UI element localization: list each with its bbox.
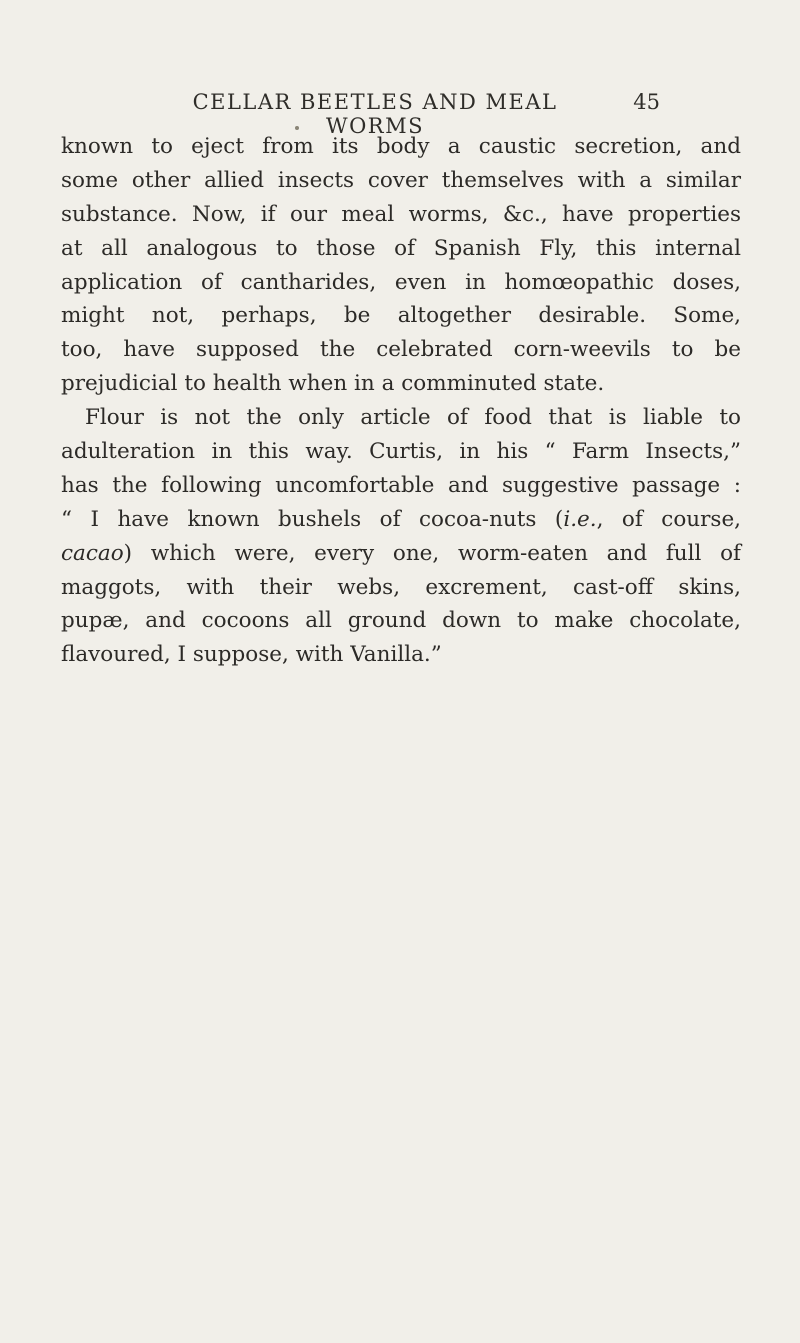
text-line: adulteration in this way. Curtis, in his “ Farm Insects,” <box>61 439 741 465</box>
text-line: prejudicial to health when in a comminuted state. <box>61 371 605 397</box>
text-line: maggots, with their webs, excrement, cast-off skins, <box>61 574 741 600</box>
text-fragment: ) which were, every one, worm-eaten and full of <box>123 540 741 566</box>
body-text <box>61 130 741 672</box>
text-fragment: “ I have known bushels of cocoa-nuts ( <box>61 506 564 532</box>
text-line: Flour is not the only article of food that is liable to <box>85 405 741 431</box>
italic-fragment: i.e. <box>563 506 597 532</box>
text-line: pupæ, and cocoons all ground down to make chocolate, <box>61 608 741 634</box>
running-head: CELLAR BEETLES AND MEAL WORMS <box>192 90 558 138</box>
text-line: has the following uncomfortable and suggestive passage : <box>61 472 741 498</box>
text-line: at all analogous to those of Spanish Fly, this internal <box>61 235 741 261</box>
text-line: substance. Now, if our meal worms, &c., have properties <box>61 201 741 227</box>
text-line: too, have supposed the celebrated corn-weevils to be <box>61 337 741 363</box>
text-line: might not, perhaps, be altogether desirable. Some, <box>61 303 741 329</box>
text-line <box>61 537 741 571</box>
text-line: some other allied insects cover themselves with a similar <box>61 167 741 193</box>
text-line: application of cantharides, even in homœopathic doses, <box>61 269 741 295</box>
text-line: known to eject from its body a caustic secretion, and <box>61 134 741 159</box>
text-line: flavoured, I suppose, with Vanilla.” <box>61 642 442 668</box>
text-fragment: , of course, <box>596 506 741 532</box>
text-line <box>61 503 741 537</box>
italic-fragment: cacao <box>61 540 124 566</box>
page-number: 45 <box>633 90 660 114</box>
